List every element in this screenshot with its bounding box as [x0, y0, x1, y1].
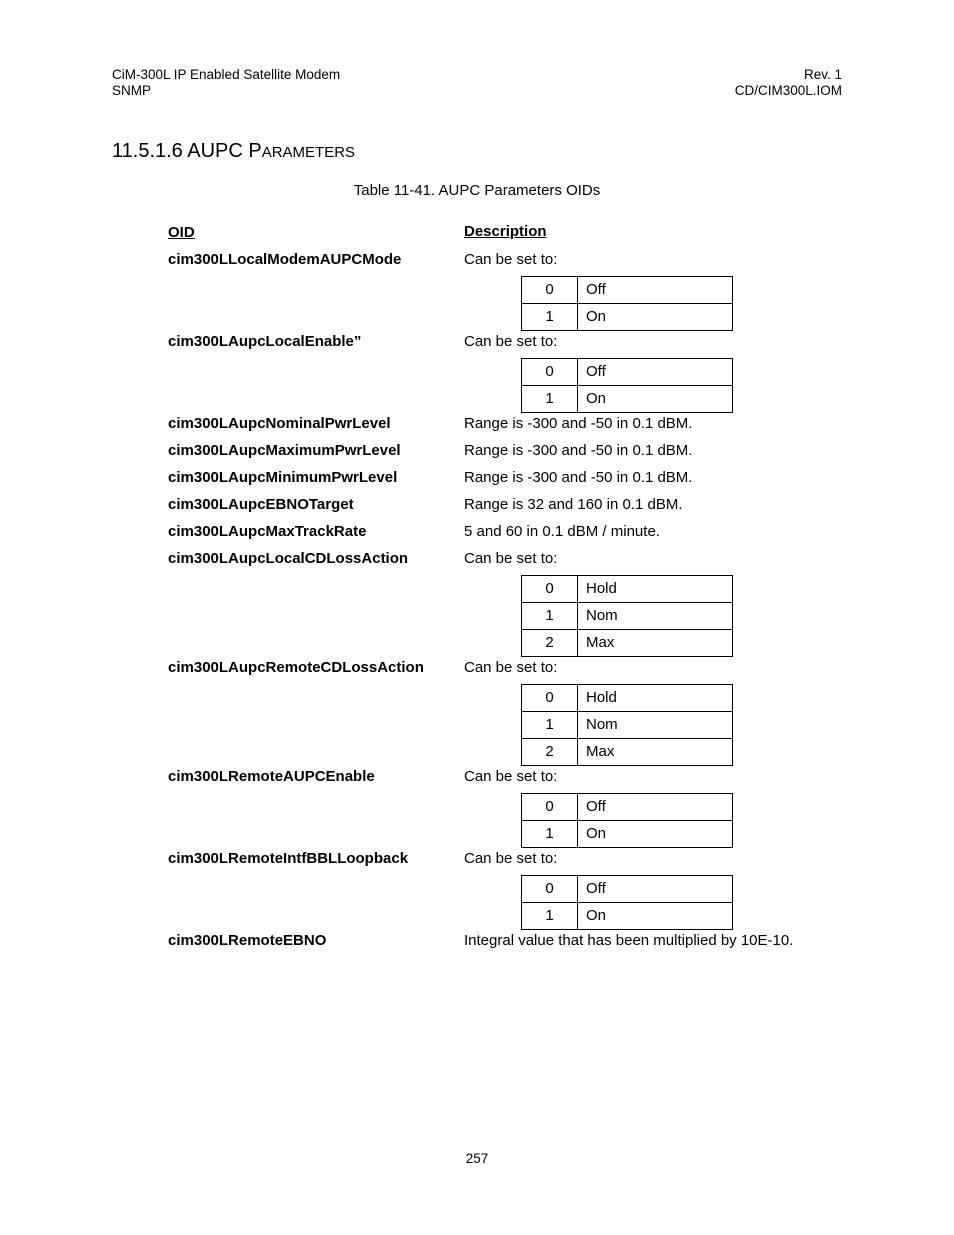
oid-row: [168, 548, 828, 657]
description-text: Range is 32 and 160 in 0.1 dBM.: [464, 496, 683, 513]
oid-row: [168, 521, 828, 548]
oid-name: cim300LRemoteAUPCEnable: [168, 768, 375, 785]
value-meaning: Max: [578, 630, 733, 657]
oid-description: [464, 657, 733, 766]
value-row: [522, 712, 733, 739]
document-title: CiM-300L IP Enabled Satellite Modem: [112, 67, 341, 82]
oid-name: cim300LLocalModemAUPCMode: [168, 251, 402, 268]
oid-row: [168, 467, 828, 494]
oid-row: [168, 440, 828, 467]
oid-description: [464, 494, 682, 521]
value-code: 0: [522, 685, 578, 712]
oid-name: cim300LRemoteIntfBBLLoopback: [168, 850, 409, 867]
section-title: [112, 140, 355, 163]
oid-name: cim300LAupcLocalCDLossAction: [168, 550, 409, 567]
oid-description: [464, 413, 692, 440]
description-text: Range is -300 and -50 in 0.1 dBM.: [464, 415, 693, 432]
value-table: [521, 276, 733, 331]
value-meaning: Hold: [578, 576, 733, 603]
value-meaning: On: [578, 386, 733, 413]
oid-description: [464, 331, 733, 413]
oid-description: [464, 440, 692, 467]
value-meaning: Nom: [578, 603, 733, 630]
value-row: [522, 876, 733, 903]
oid-row: [168, 930, 828, 957]
oid-table: [168, 222, 828, 957]
section-title-smallcaps: ARAMETERS: [261, 144, 356, 161]
value-row: [522, 903, 733, 930]
description-text: Range is -300 and -50 in 0.1 dBM.: [464, 442, 693, 459]
description-text: Can be set to:: [464, 850, 558, 867]
table-header-row: [168, 222, 828, 249]
value-row: [522, 685, 733, 712]
value-table: [521, 793, 733, 848]
value-code: 1: [522, 903, 578, 930]
oid-name: cim300LAupcEBNOTarget: [168, 496, 354, 513]
value-code: 0: [522, 359, 578, 386]
value-row: [522, 603, 733, 630]
page-header-right: [735, 67, 842, 99]
value-code: 0: [522, 876, 578, 903]
description-text: 5 and 60 in 0.1 dBM / minute.: [464, 523, 660, 540]
description-text: Can be set to:: [464, 659, 558, 676]
oid-description: [464, 930, 793, 957]
oid-name: cim300LAupcLocalEnable”: [168, 333, 362, 350]
oid-row: [168, 848, 828, 930]
value-row: [522, 630, 733, 657]
value-meaning: Max: [578, 739, 733, 766]
oid-row: [168, 766, 828, 848]
oid-description: [464, 467, 692, 494]
value-row: [522, 386, 733, 413]
oid-description: [464, 848, 733, 930]
section-title-main: 11.5.1.6 AUPC P: [112, 140, 262, 162]
value-table: [521, 358, 733, 413]
description-text: Can be set to:: [464, 251, 558, 268]
value-row: [522, 739, 733, 766]
value-meaning: Hold: [578, 685, 733, 712]
chapter-name: SNMP: [112, 83, 152, 98]
page-number: 257: [465, 1151, 489, 1166]
value-meaning: Off: [578, 359, 733, 386]
value-meaning: Nom: [578, 712, 733, 739]
value-table: [521, 575, 733, 657]
value-meaning: Off: [578, 794, 733, 821]
description-text: Range is -300 and -50 in 0.1 dBM.: [464, 469, 693, 486]
oid-name: cim300LAupcMaximumPwrLevel: [168, 442, 401, 459]
page-header-left: [112, 67, 340, 99]
oid-column-header: OID: [168, 224, 195, 241]
oid-description: [464, 521, 660, 548]
document-id: CD/CIM300L.IOM: [734, 83, 842, 98]
value-meaning: Off: [578, 876, 733, 903]
value-row: [522, 304, 733, 331]
value-row: [522, 576, 733, 603]
value-code: 2: [522, 739, 578, 766]
value-table: [521, 875, 733, 930]
value-meaning: On: [578, 903, 733, 930]
value-row: [522, 359, 733, 386]
description-text: Integral value that has been multiplied by 10E-10.: [464, 932, 794, 949]
value-table: [521, 684, 733, 766]
value-code: 0: [522, 576, 578, 603]
oid-row: [168, 494, 828, 521]
value-row: [522, 821, 733, 848]
value-row: [522, 794, 733, 821]
description-text: Can be set to:: [464, 768, 558, 785]
value-code: 1: [522, 821, 578, 848]
value-code: 2: [522, 630, 578, 657]
value-code: 1: [522, 712, 578, 739]
value-meaning: Off: [578, 277, 733, 304]
description-text: Can be set to:: [464, 550, 558, 567]
value-code: 0: [522, 277, 578, 304]
oid-row: [168, 657, 828, 766]
description-column-header: Description: [464, 223, 547, 240]
value-code: 1: [522, 304, 578, 331]
value-meaning: On: [578, 304, 733, 331]
oid-row: [168, 413, 828, 440]
oid-description: [464, 548, 733, 657]
description-text: Can be set to:: [464, 333, 558, 350]
oid-name: cim300LAupcMinimumPwrLevel: [168, 469, 398, 486]
value-code: 1: [522, 386, 578, 413]
oid-description: [464, 249, 733, 331]
oid-name: cim300LAupcMaxTrackRate: [168, 523, 367, 540]
oid-row: [168, 249, 828, 331]
value-code: 1: [522, 603, 578, 630]
oid-name: cim300LAupcNominalPwrLevel: [168, 415, 391, 432]
oid-name: cim300LAupcRemoteCDLossAction: [168, 659, 424, 676]
revision: Rev. 1: [803, 67, 842, 82]
oid-description: [464, 766, 733, 848]
value-meaning: On: [578, 821, 733, 848]
table-caption: Table 11-41. AUPC Parameters OIDs: [353, 182, 601, 199]
oid-name: cim300LRemoteEBNO: [168, 932, 327, 949]
value-code: 0: [522, 794, 578, 821]
oid-row: [168, 331, 828, 413]
value-row: [522, 277, 733, 304]
